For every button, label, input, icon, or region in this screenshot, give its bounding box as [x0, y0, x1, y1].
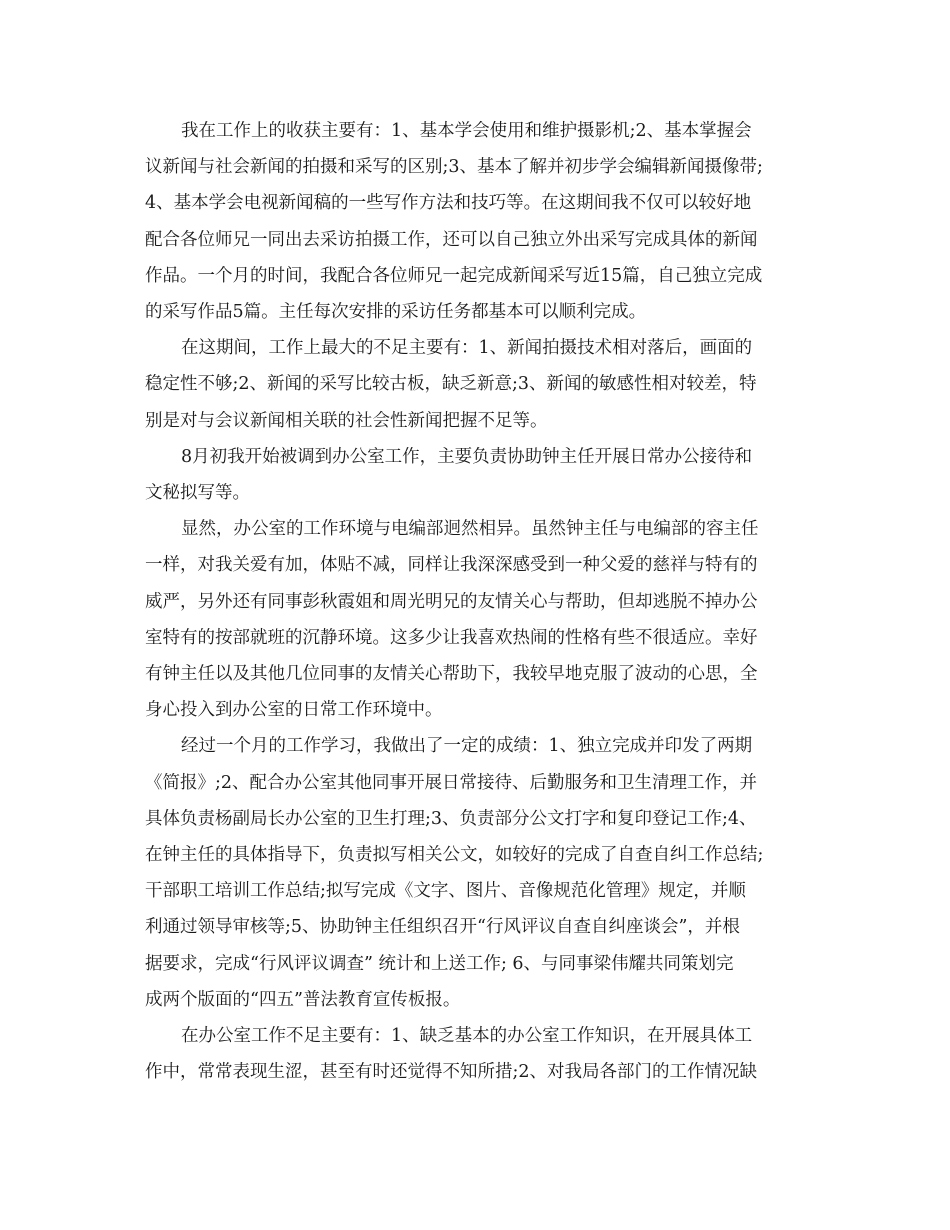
- text-line: 显然，办公室的工作环境与电编部迥然相异。虽然钟主任与电编部的容主任: [181, 519, 759, 540]
- text-line: 配合各位师兄一同出去采访拍摄工作，还可以自己独立外出采写完成具体的新闻: [145, 229, 758, 250]
- text-line: 8月初我开始被调到办公室工作，主要负责协助钟主任开展日常办公接待和: [181, 446, 753, 467]
- document-body: [145, 113, 805, 1090]
- text-line: 室特有的按部就班的沉静环境。这多少让我喜欢热闹的性格有些不很适应。幸好: [145, 627, 758, 648]
- text-line: 的采写作品5篇。主任每次安排的采访任务都基本可以顺利完成。: [145, 302, 647, 323]
- paragraph-office-shortcomings: [145, 1018, 805, 1090]
- text-line: 稳定性不够;2、新闻的采写比较古板，缺乏新意;3、新闻的敏感性相对较差，特: [145, 374, 757, 395]
- text-line: 议新闻与社会新闻的拍摄和采写的区别;3、基本了解并初步学会编辑新闻摄像带;: [145, 157, 763, 178]
- text-line: 在钟主任的具体指导下，负责拟写相关公文，如较好的完成了自查自纠工作总结;: [145, 845, 764, 866]
- text-line: 在办公室工作不足主要有：1、缺乏基本的办公室工作知识，在开展具体工: [181, 1026, 753, 1047]
- text-line: 4、基本学会电视新闻稿的一些写作方法和技巧等。在这期间我不仅可以较好地: [145, 193, 752, 214]
- paragraph-shortcomings: [145, 330, 805, 439]
- paragraph-office-environment: [145, 511, 805, 728]
- text-line: 在这期间，工作上最大的不足主要有：1、新闻拍摄技术相对落后，画面的: [181, 338, 753, 359]
- text-line: 威严，另外还有同事彭秋霞姐和周光明兄的友情关心与帮助，但却逃脱不掉办公: [145, 591, 758, 612]
- text-line: 身心投入到办公室的日常工作环境中。: [145, 700, 443, 721]
- text-line: 作品。一个月的时间，我配合各位师兄一起完成新闻采写近15篇，自己独立完成: [145, 265, 763, 286]
- text-line: 经过一个月的工作学习，我做出了一定的成绩：1、独立完成并印发了两期: [181, 736, 753, 757]
- text-line: 干部职工培训工作总结;拟写完成《文字、图片、音像规范化管理》规定，并顺: [145, 881, 746, 902]
- paragraph-work-gains: [145, 113, 805, 330]
- text-line: 具体负责杨副局长办公室的卫生打理;3、负责部分公文打字和复印登记工作;4、: [145, 808, 757, 829]
- paragraph-office-transfer: [145, 439, 805, 511]
- text-line: 作中，常常表现生涩，甚至有时还觉得不知所措;2、对我局各部门的工作情况缺: [145, 1062, 758, 1083]
- text-line: 我在工作上的收获主要有：1、基本学会使用和维护摄影机;2、基本掌握会: [181, 121, 752, 141]
- paragraph-achievements: [145, 728, 805, 1018]
- text-line: 成两个版面的“四五”普法教育宣传板报。: [145, 989, 461, 1010]
- text-line: 据要求，完成“行风评议调查” 统计和上送工作; 6、与同事梁伟耀共同策划完: [145, 953, 734, 974]
- text-line: 一样，对我关爱有加，体贴不减，同样让我深深感受到一种父爱的慈祥与特有的: [145, 555, 758, 576]
- text-line: 《简报》;2、配合办公室其他同事开展日常接待、后勤服务和卫生清理工作，并: [145, 772, 758, 793]
- text-line: 有钟主任以及其他几位同事的友情关心帮助下，我较早地克服了波动的心思，全: [145, 664, 758, 685]
- text-line: 利通过领导审核等;5、协助钟主任组织召开“行风评议自查自纠座谈会”，并根: [145, 917, 740, 938]
- text-line: 别是对与会议新闻相关联的社会性新闻把握不足等。: [145, 410, 548, 431]
- text-line: 文秘拟写等。: [145, 483, 250, 504]
